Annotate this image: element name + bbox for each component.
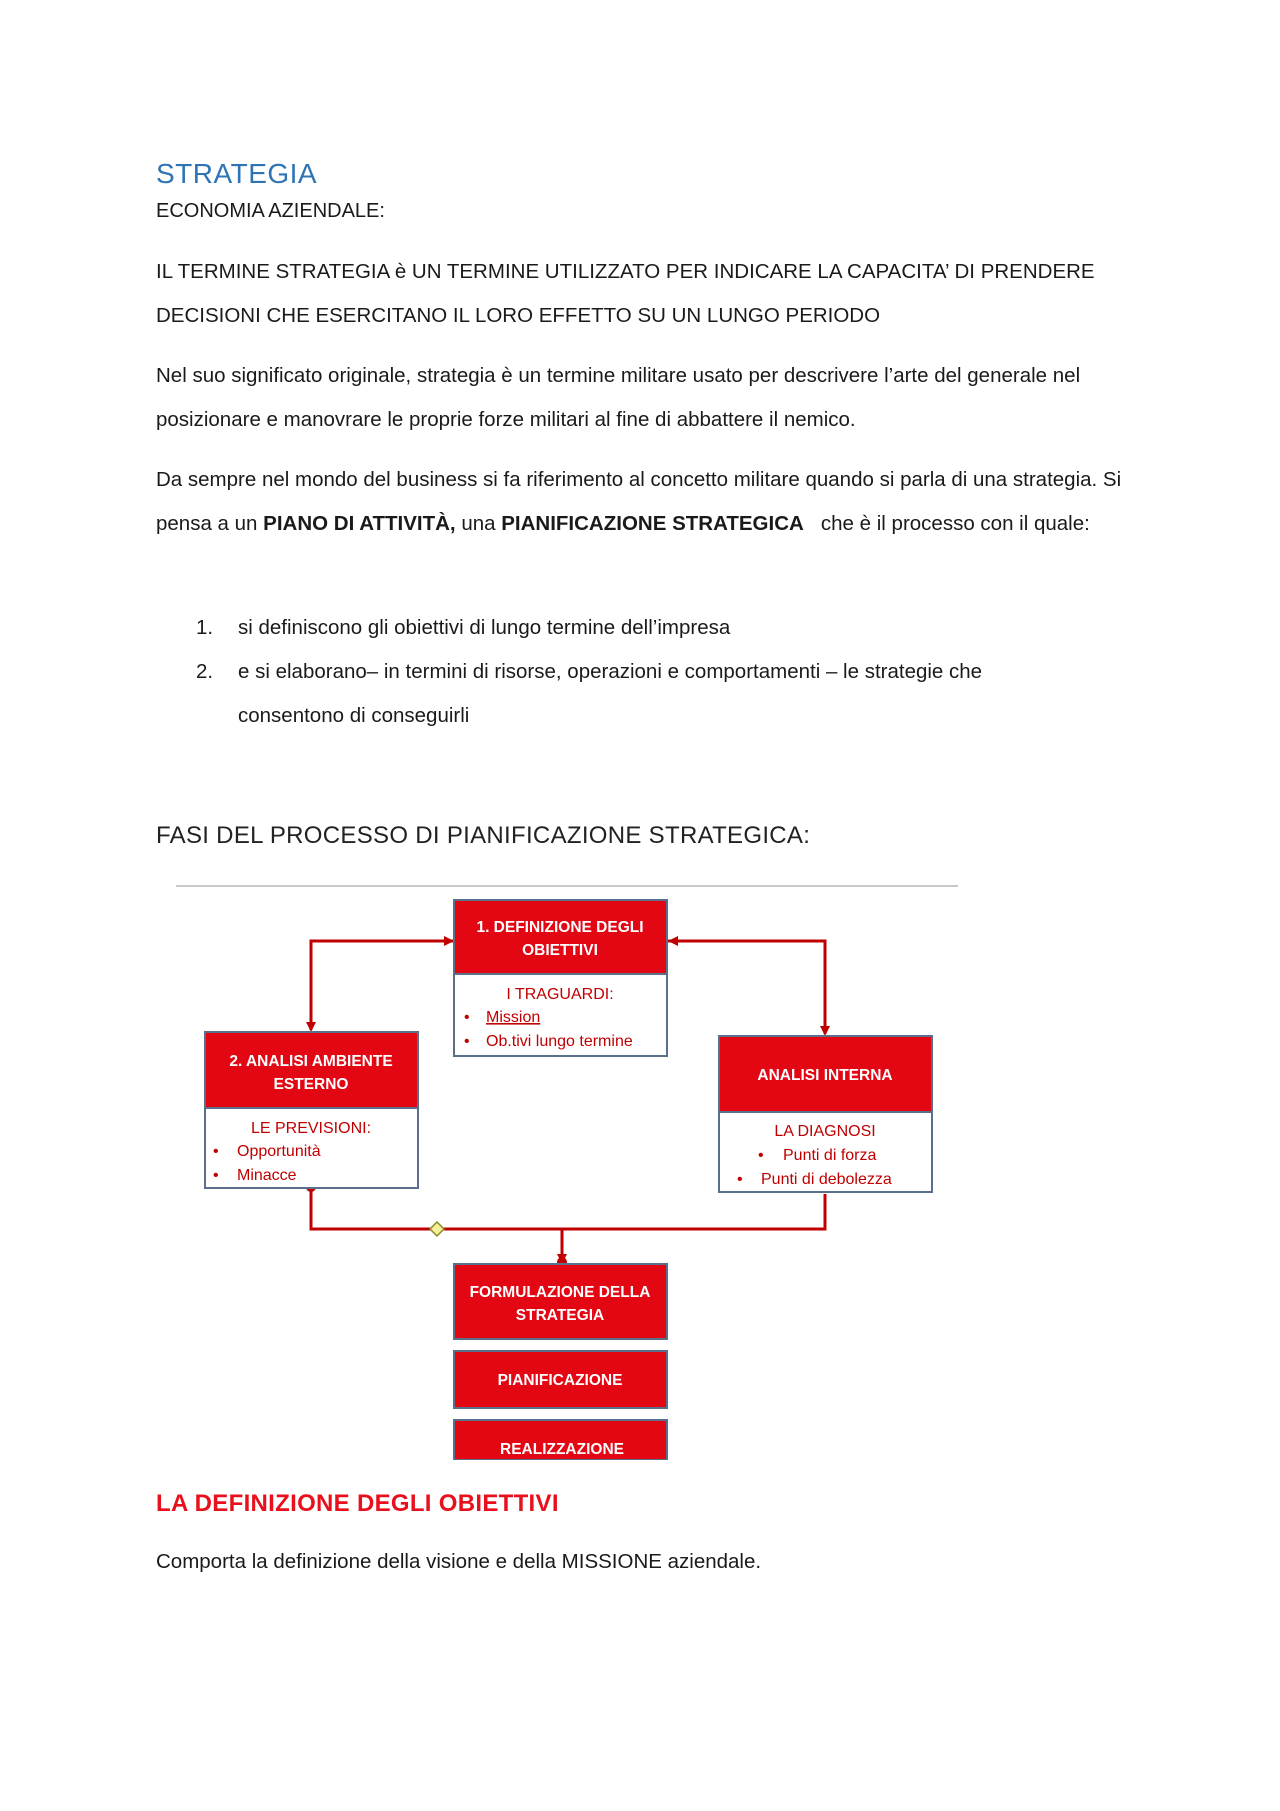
diamond-handle-icon [430,1222,444,1236]
list-text: e si elaborano– in termini di risorse, operazioni e comportamenti – le strategie che consentono di conseguirli [238,660,983,727]
list-number: 1. [196,616,214,639]
paragraph-missione: Comporta la definizione della visione e della MISSIONE aziendale. [156,1550,762,1573]
box-header [454,900,667,974]
bullet-icon: • [737,1171,743,1188]
bullet-item: Punti di forza [783,1147,877,1164]
box-title-line: 2. ANALISI AMBIENTE [229,1053,393,1070]
box-title: ANALISI INTERNA [757,1067,893,1084]
bullet-item: Ob.tivi lungo termine [486,1033,633,1050]
bold-pianificazione-strategica: PIANIFICAZIONE STRATEGICA [501,512,804,535]
bullet-item: Opportunità [237,1143,321,1160]
box-title: PIANIFICAZIONE [497,1372,623,1389]
box-analisi-esterno [205,1032,418,1188]
section-heading-obiettivi: LA DEFINIZIONE DEGLI OBIETTIVI [156,1490,559,1517]
bullet-item: Punti di debolezza [761,1171,892,1188]
paragraph-text: una [455,512,502,535]
box-header [454,1264,667,1339]
bold-piano-attivita: PIANO DI ATTIVITÀ, [263,512,456,535]
bullet-icon: • [758,1147,764,1164]
box-title-line: OBIETTIVI [522,942,598,959]
box-body-heading: LA DIAGNOSI [774,1123,876,1140]
connector-left [311,941,454,1030]
paragraph-origin: Nel suo significato originale, strategia è un termine militare usato per descrivere l’arte del generale nel posizionare e manovrare le proprie forze militari al fine di abbattere il nemico. [156,364,1081,431]
section-heading-fasi: FASI DEL PROCESSO DI PIANIFICAZIONE STRATEGICA: [156,822,811,849]
bullet-icon: • [464,1009,470,1026]
subtitle: ECONOMIA AZIENDALE: [156,200,385,222]
page-title: STRATEGIA [156,158,318,189]
box-definizione-obiettivi [454,900,667,1056]
paragraph-text: Da sempre nel mondo del business si fa riferimento al concetto militare quando si parla di una strategia. Si pensa a un [156,468,1122,535]
box-analisi-interna [719,1036,932,1192]
bullet-item: Minacce [237,1167,297,1184]
box-title-line: ESTERNO [273,1076,349,1093]
bullet-icon: • [213,1143,219,1160]
paragraph-text: che è il processo con il quale: [803,512,1090,535]
box-title-line: STRATEGIA [515,1307,605,1324]
box-realizzazione [452,1420,670,1466]
box-body-heading: LE PREVISIONI: [250,1120,372,1137]
connector-bottom [311,1190,825,1229]
bullet-icon: • [213,1167,219,1184]
paragraph-definition: IL TERMINE STRATEGIA è UN TERMINE UTILIZZATO PER INDICARE LA CAPACITA’ DI PRENDERE DECISIONI CHE ESERCITANO IL LORO EFFETTO SU UN LUNGO PERIODO [156,260,1095,327]
bullet-icon: • [464,1033,470,1050]
bullet-item: Mission [486,1009,541,1026]
box-header [205,1032,418,1108]
box-title-line: FORMULAZIONE DELLA [469,1284,651,1301]
box-body-heading: I TRAGUARDI: [506,986,614,1003]
list-text: si definiscono gli obiettivi di lungo termine dell’impresa [238,616,731,639]
box-title-line: 1. DEFINIZIONE DEGLI [476,919,644,936]
box-formulazione-strategia [454,1264,667,1339]
box-title: REALIZZAZIONE [500,1441,624,1458]
list-number: 2. [196,660,214,683]
connector-right [668,941,825,1034]
crop-mask [452,1460,670,1466]
box-pianificazione [454,1351,667,1408]
